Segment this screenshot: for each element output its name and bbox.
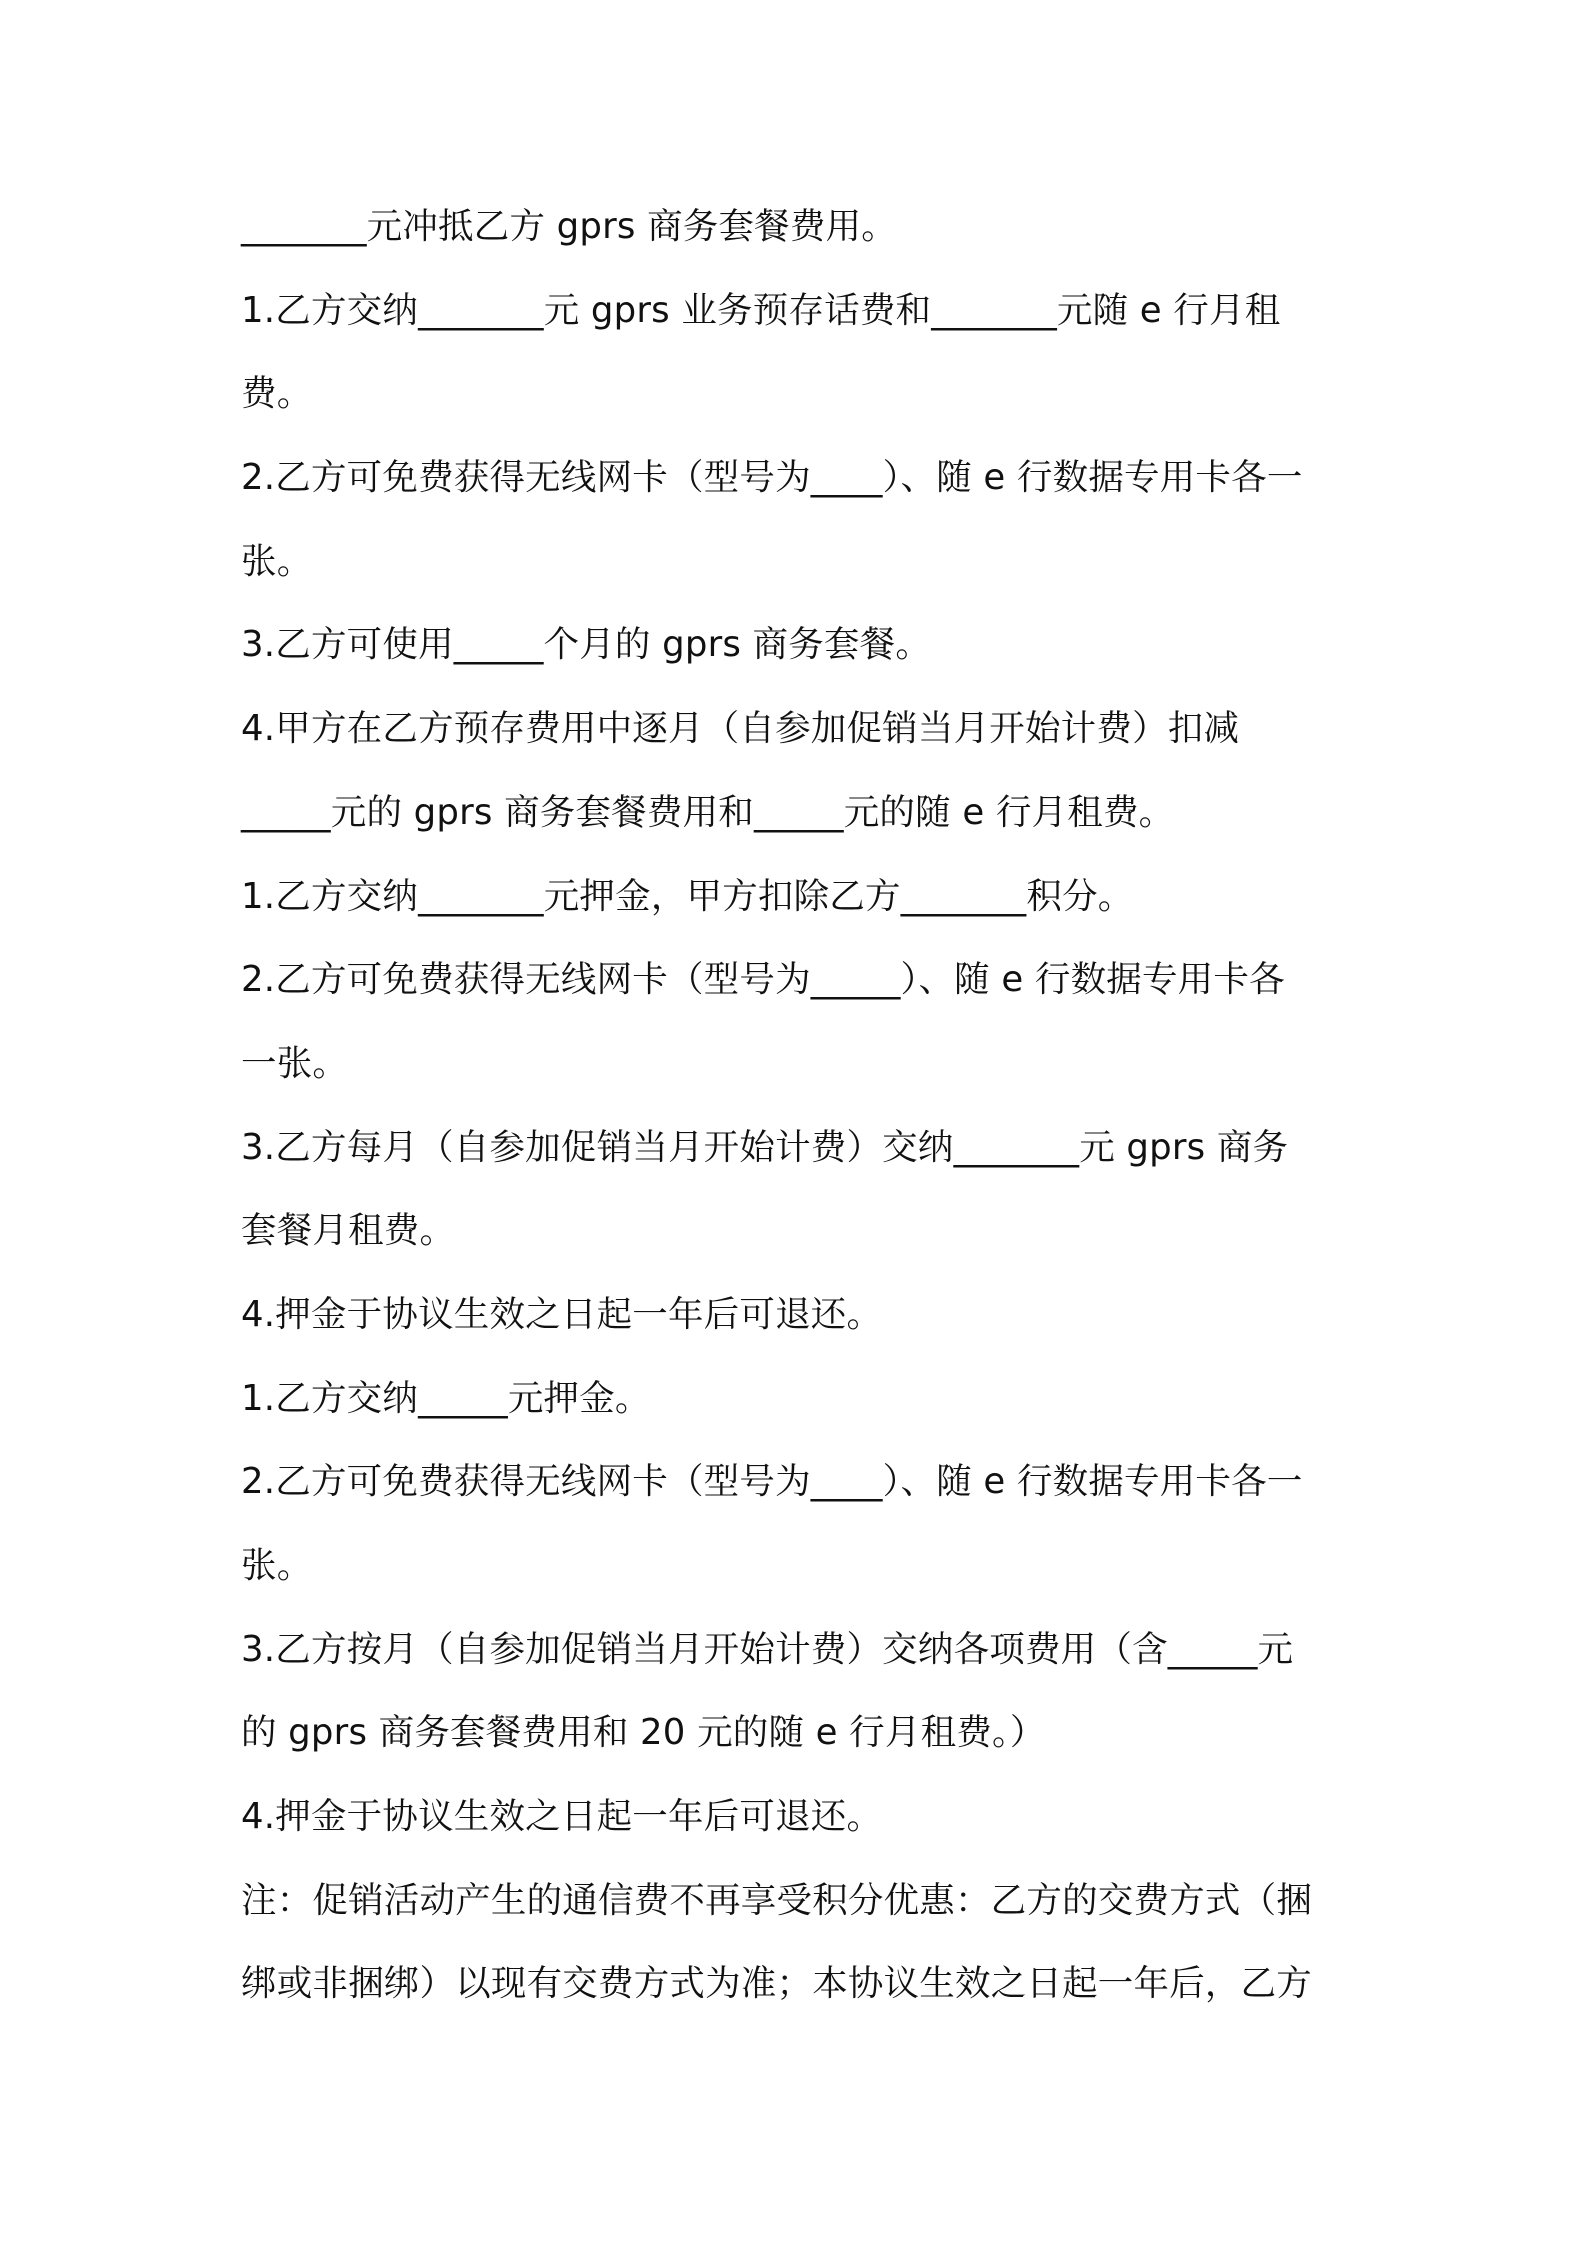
text-line: 2.乙方可免费获得无线网卡（型号为____）、随 e 行数据专用卡各一: [241, 457, 1303, 499]
text-line: 3.乙方按月（自参加促销当月开始计费）交纳各项费用（含_____元: [241, 1628, 1294, 1670]
text-line: 3.乙方可使用_____个月的 gprs 商务套餐。: [241, 624, 932, 666]
text-line: 的 gprs 商务套餐费用和 20 元的随 e 行月租费。）: [241, 1712, 1046, 1754]
text-line: 1.乙方交纳_____元押金。: [241, 1377, 651, 1419]
text-line: _______元冲抵乙方 gprs 商务套餐费用。: [241, 206, 897, 247]
text-line: 1.乙方交纳_______元 gprs 业务预存话费和_______元随 e 行月租: [241, 289, 1281, 331]
text-line: 2.乙方可免费获得无线网卡（型号为____）、随 e 行数据专用卡各一: [241, 1461, 1303, 1503]
text-line: _____元的 gprs 商务套餐费用和_____元的随 e 行月租费。: [241, 791, 1175, 833]
text-line: 套餐月租费。: [241, 1210, 456, 1252]
text-line: 4.押金于协议生效之日起一年后可退还。: [241, 1796, 883, 1838]
text-line: 张。: [241, 1545, 313, 1586]
text-line: 费。: [241, 373, 313, 415]
document-body: [241, 197, 1361, 2038]
text-line: 张。: [241, 540, 313, 582]
text-line: 2.乙方可免费获得无线网卡（型号为_____）、随 e 行数据专用卡各: [241, 959, 1285, 1001]
text-line: 4.押金于协议生效之日起一年后可退还。: [241, 1293, 883, 1335]
text-line: 4.甲方在乙方预存费用中逐月（自参加促销当月开始计费）扣减: [241, 708, 1240, 750]
text-line: 1.乙方交纳_______元押金，甲方扣除乙方_______积分。: [241, 875, 1134, 917]
text-line: 绑或非捆绑）以现有交费方式为准；本协议生效之日起一年后，乙方: [241, 1963, 1313, 2005]
text-line: 3.乙方每月（自参加促销当月开始计费）交纳_______元 gprs 商务: [241, 1126, 1289, 1168]
text-line: 注：促销活动产生的通信费不再享受积分优惠：乙方的交费方式（捆: [241, 1879, 1313, 1921]
text-line: 一张。: [241, 1042, 349, 1084]
